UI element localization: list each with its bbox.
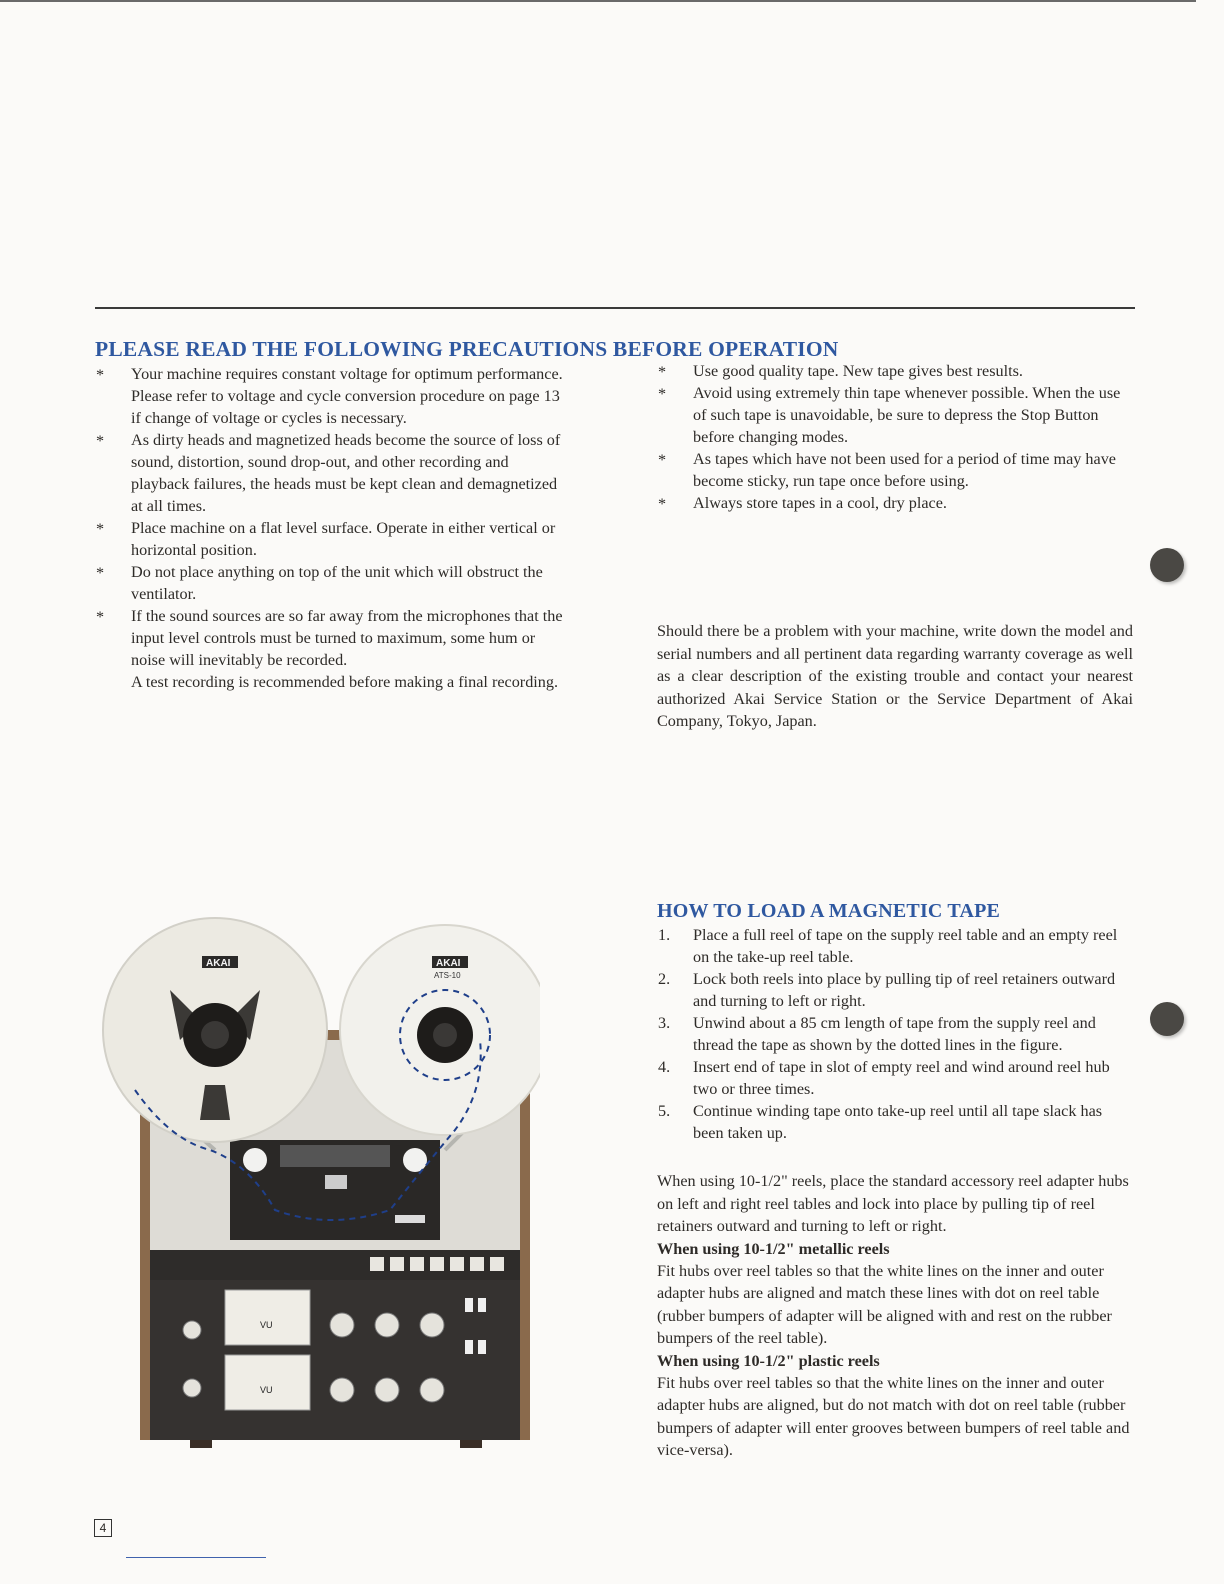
- plastic-reels-heading: When using 10-1/2" plastic reels: [657, 1351, 880, 1370]
- model-label: ATS-10: [434, 971, 461, 980]
- switch: [465, 1298, 473, 1312]
- reel-window: [200, 1085, 230, 1120]
- precaution-item: * If the sound sources are so far away from the microphones that the input level controls must be turned to maximum, some hum or noise will inevitably be recorded.: [95, 605, 571, 671]
- transport-button: [430, 1257, 444, 1271]
- brand-right: AKAI: [436, 958, 461, 969]
- page-number: 4: [94, 1519, 112, 1537]
- section-rule: [95, 307, 1135, 309]
- loading-step: [657, 1100, 1133, 1144]
- metallic-reels-text: Fit hubs over reel tables so that the white lines on the inner and outer adapter hubs are aligned and match these lines with dot on reel table (rubber bumpers of adapter will be aligned with and rest on the rubber bumpers of the reel table).: [657, 1261, 1112, 1347]
- transport-button: [490, 1257, 504, 1271]
- vu-label: VU: [260, 1385, 273, 1395]
- counter: [395, 1215, 425, 1223]
- step-number: 5.: [658, 1102, 671, 1120]
- metallic-reels-heading: When using 10-1/2" metallic reels: [657, 1239, 890, 1258]
- knob: [420, 1378, 444, 1402]
- button-strip: [150, 1250, 520, 1280]
- knob: [183, 1379, 201, 1397]
- precaution-item: * Avoid using extremely thin tape whenever possible. When the use of such tape is unavoidable, be sure to depress the Stop Button before changing modes.: [657, 382, 1133, 448]
- precaution-item: * As dirty heads and magnetized heads become the source of loss of sound, distortion, sound drop-out, and other recording and playback failures, the heads must be kept clean and demagnetized at all times.: [95, 429, 571, 517]
- precaution-item: * Use good quality tape. New tape gives best results.: [657, 360, 1133, 382]
- precautions-left-list: [95, 363, 571, 693]
- step-text: Insert end of tape in slot of empty reel and wind around reel hub two or three times.: [693, 1058, 1110, 1098]
- step-number: 4.: [658, 1058, 671, 1076]
- tape-guide: [243, 1148, 267, 1172]
- display-panel: [280, 1145, 390, 1167]
- reel-instructions: [657, 1170, 1133, 1462]
- step-text: Lock both reels into place by pulling tip of reel retainers outward and turning to left or right.: [693, 970, 1116, 1010]
- service-paragraph: Should there be a problem with your machine, write down the model and serial numbers and all pertinent data regarding warranty coverage as well as a clear description of the existing trouble and contact your nearest authorized Akai Service Station or the Service Department of Akai Company, Tokyo, Japan.: [657, 622, 1133, 730]
- precaution-item: * Place machine on a flat level surface. Operate in either vertical or horizontal position.: [95, 517, 571, 561]
- knob: [330, 1378, 354, 1402]
- transport-button: [390, 1257, 404, 1271]
- reels-paragraph: When using 10-1/2" reels, place the standard accessory reel adapter hubs on left and right reel tables and lock into place by pulling tip of reel retainers outward and turning to left or right.: [657, 1172, 1129, 1235]
- precaution-item: * Always store tapes in a cool, dry place.: [657, 492, 1133, 514]
- step-text: Place a full reel of tape on the supply reel table and an empty reel on the take-up reel table.: [693, 926, 1118, 966]
- switch: [478, 1298, 486, 1312]
- vu-meter-left: [225, 1290, 310, 1345]
- tape-guide: [403, 1148, 427, 1172]
- hub-center: [433, 1023, 457, 1047]
- top-rule: [0, 0, 1196, 2]
- transport-button: [410, 1257, 424, 1271]
- precautions-right-list: [657, 360, 1133, 514]
- loading-steps: [657, 924, 1133, 1144]
- loading-step: [657, 1012, 1133, 1056]
- switch: [465, 1340, 473, 1354]
- knob: [375, 1378, 399, 1402]
- transport-button: [470, 1257, 484, 1271]
- precaution-item: * As tapes which have not been used for a period of time may have become sticky, run tape once before using.: [657, 448, 1133, 492]
- transport-button: [370, 1257, 384, 1271]
- tape-deck-figure: [100, 910, 540, 1455]
- hub-center: [201, 1021, 229, 1049]
- precaution-item: * Your machine requires constant voltage for optimum performance. Please refer to voltage and cycle conversion procedure on page 13 if change of voltage or cycles is necessary.: [95, 363, 571, 429]
- switch: [478, 1340, 486, 1354]
- vu-meter-right: [225, 1355, 310, 1410]
- punch-hole: [1150, 1002, 1184, 1036]
- step-number: 3.: [658, 1014, 671, 1032]
- step-text: Unwind about a 85 cm length of tape from the supply reel and thread the tape as shown by the dotted lines in the figure.: [693, 1014, 1096, 1054]
- brand-left: AKAI: [206, 958, 231, 969]
- loading-step: [657, 924, 1133, 968]
- loading-heading: HOW TO LOAD A MAGNETIC TAPE: [657, 900, 1001, 922]
- step-text: Continue winding tape onto take-up reel until all tape slack has been taken up.: [693, 1102, 1103, 1142]
- precautions-heading: PLEASE READ THE FOLLOWING PRECAUTIONS BEFORE OPERATION: [95, 337, 839, 361]
- plastic-reels-text: Fit hubs over reel tables so that the white lines on the inner and outer adapter hubs are aligned, but do not match with dot on reel table (rubber bumpers of adapter will enter grooves between bumpers of reel table and vice-versa).: [657, 1373, 1130, 1459]
- transport-buttons: [370, 1257, 504, 1271]
- control-panel: [150, 1280, 520, 1440]
- loading-step: [657, 968, 1133, 1012]
- loading-step: [657, 1056, 1133, 1100]
- precaution-note: A test recording is recommended before making a final recording.: [131, 673, 559, 691]
- step-number: 1.: [658, 926, 671, 944]
- precaution-item: * Do not place anything on top of the unit which will obstruct the ventilator.: [95, 561, 571, 605]
- step-number: 2.: [658, 970, 671, 988]
- knob: [330, 1313, 354, 1337]
- knob: [375, 1313, 399, 1337]
- punch-hole: [1150, 548, 1184, 582]
- vu-label: VU: [260, 1320, 273, 1330]
- transport-button: [450, 1257, 464, 1271]
- knob: [420, 1313, 444, 1337]
- head-cover-label: [325, 1175, 347, 1189]
- knob: [183, 1321, 201, 1339]
- footer-rule: [126, 1557, 266, 1558]
